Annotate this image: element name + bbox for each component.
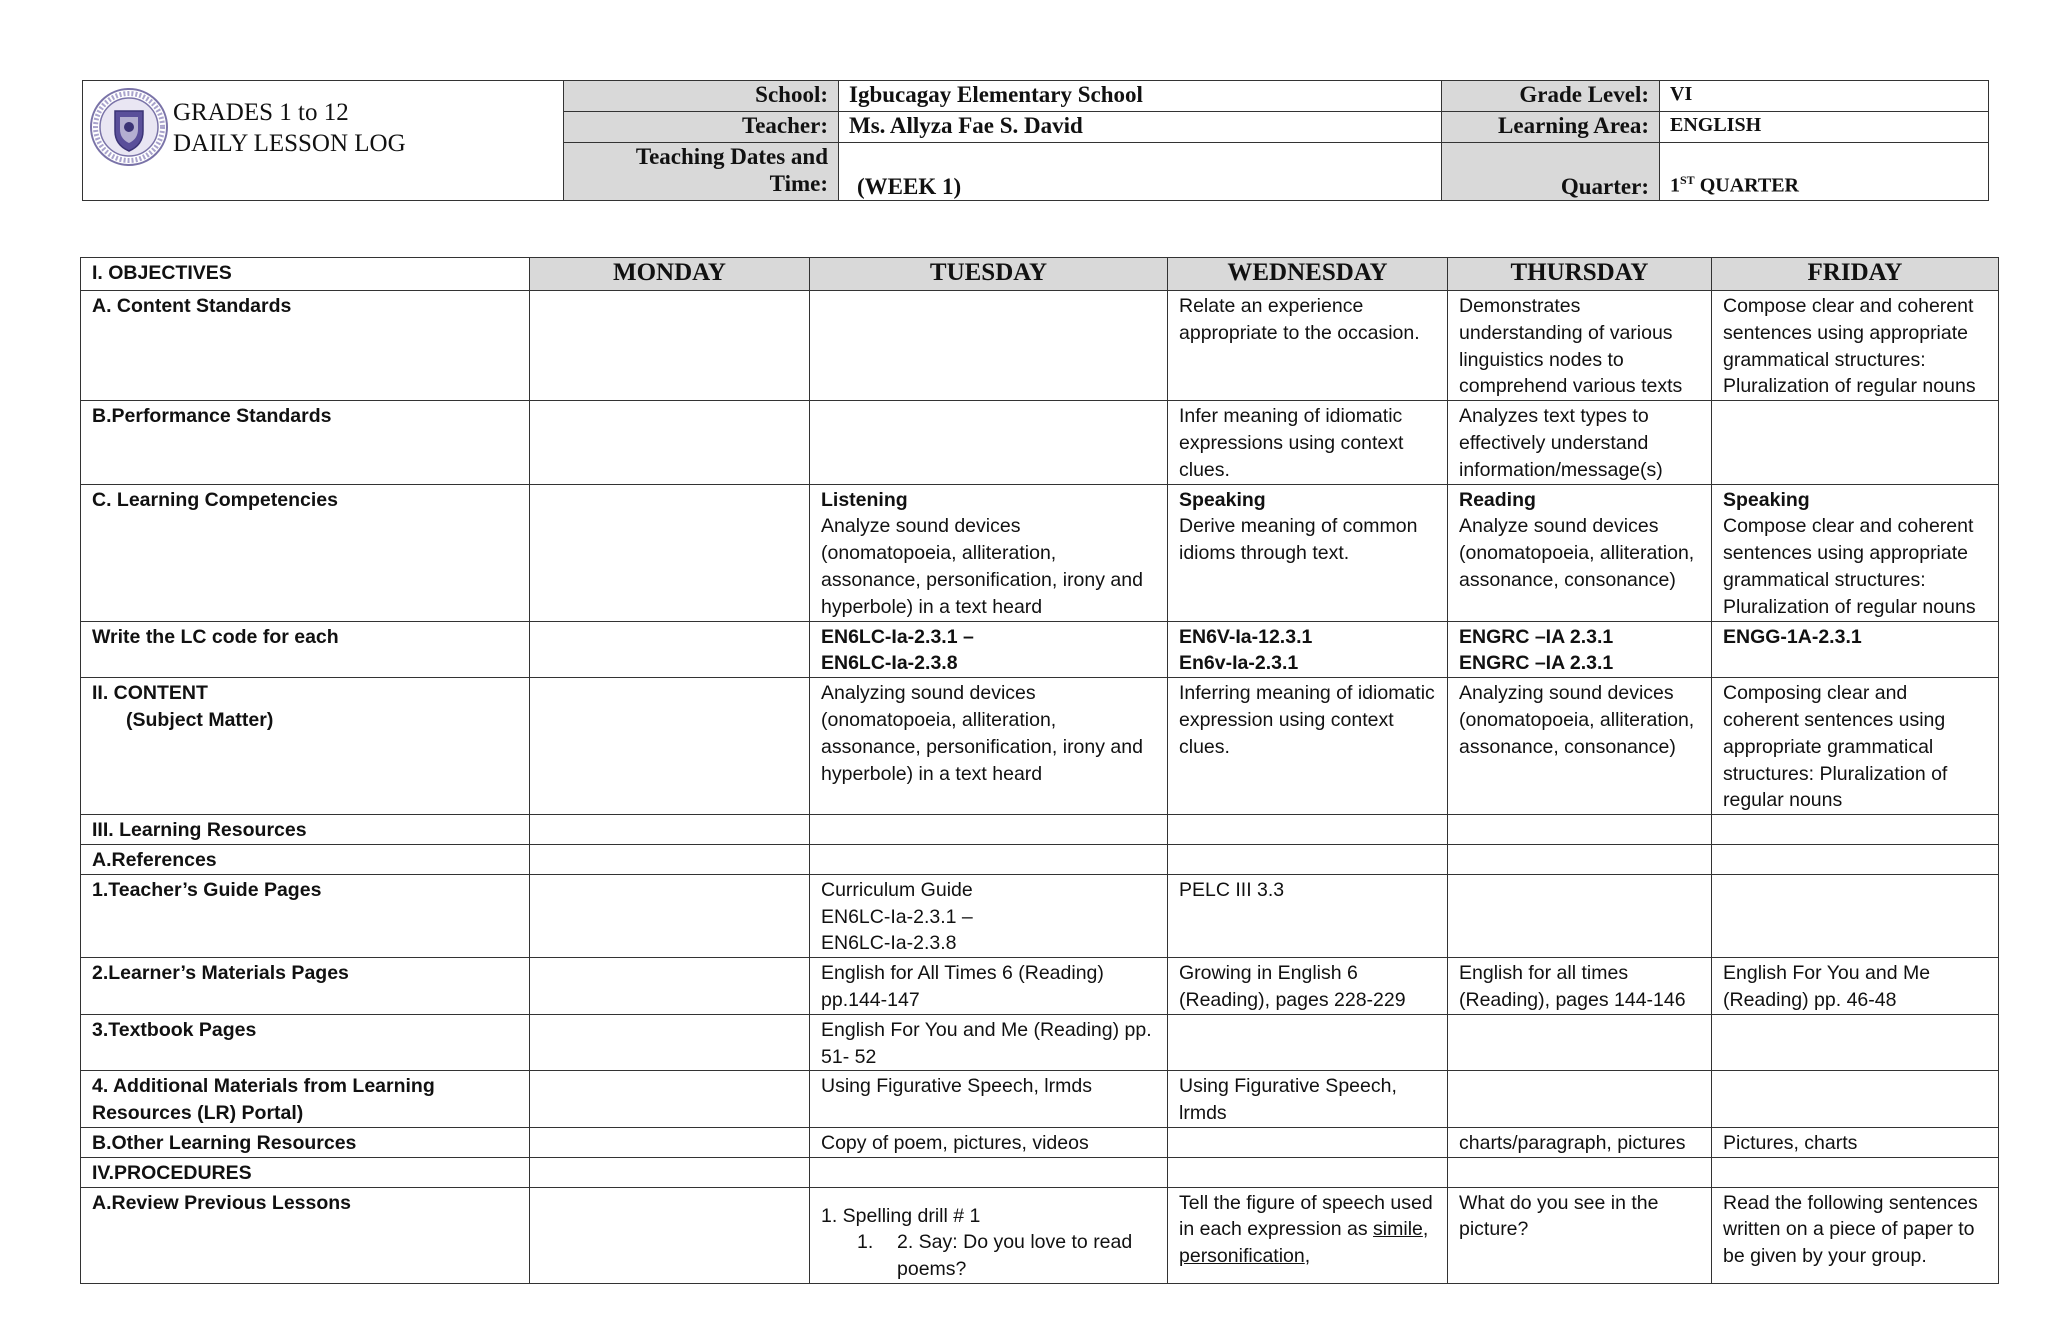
macroskill-heading: Listening <box>821 488 908 511</box>
cell-wednesday: Inferring meaning of idiomatic expression using context clues. <box>1168 678 1448 815</box>
cell-thursday <box>1448 1014 1712 1071</box>
lc-code: ENGRC –IA 2.3.1 <box>1459 625 1614 648</box>
row-label-review: A.Review Previous Lessons <box>81 1187 530 1283</box>
cell-wednesday <box>1168 1187 1448 1283</box>
quarter-label: Quarter: <box>1442 143 1660 201</box>
table-row <box>81 1071 1999 1128</box>
cell-wednesday: Infer meaning of idiomatic expressions using context clues. <box>1168 401 1448 484</box>
cell-thursday <box>1448 621 1712 678</box>
objectives-heading: I. OBJECTIVES <box>81 258 530 291</box>
quarter-word: QUARTER <box>1694 175 1799 197</box>
tg-line: Curriculum Guide <box>821 878 973 901</box>
teaching-dates-label <box>564 143 839 201</box>
table-row <box>81 1014 1999 1071</box>
row-label-performance-standards: B.Performance Standards <box>81 401 530 484</box>
table-row <box>81 401 1999 484</box>
day-header-monday: MONDAY <box>530 258 810 291</box>
cell-wednesday <box>1168 484 1448 621</box>
cell-friday <box>1712 1071 1999 1128</box>
macroskill-heading: Reading <box>1459 488 1536 511</box>
cell-tuesday <box>810 401 1168 484</box>
week-value: (WEEK 1) <box>839 143 1442 201</box>
table-row <box>81 621 1999 678</box>
table-row <box>81 258 1999 291</box>
table-row <box>81 678 1999 815</box>
cell-friday <box>1712 1014 1999 1071</box>
row-label-other-resources: B.Other Learning Resources <box>81 1127 530 1157</box>
dll-title-line1: GRADES 1 to 12 <box>173 99 349 126</box>
table-row <box>81 844 1999 874</box>
table-row <box>81 874 1999 957</box>
learning-area-label: Learning Area: <box>1442 112 1660 143</box>
row-label-learning-competencies: C. Learning Competencies <box>81 484 530 621</box>
lc-code: ENGRC –IA 2.3.1 <box>1459 652 1614 675</box>
cell-thursday <box>1448 1071 1712 1128</box>
cell-tuesday: Analyzing sound devices (onomatopoeia, alliteration, assonance, personification, irony and hyperbole) in a text heard <box>810 678 1168 815</box>
lc-code: En6v-Ia-2.3.1 <box>1179 652 1299 675</box>
row-label-references: A.References <box>81 844 530 874</box>
row-label-lc-code: Write the LC code for each <box>81 621 530 678</box>
header-table <box>82 80 1989 201</box>
table-row <box>81 484 1999 621</box>
cell-friday <box>1712 401 1999 484</box>
cell-thursday: Demonstrates understanding of various linguistics nodes to comprehend various texts <box>1448 291 1712 401</box>
lc-code: EN6V-Ia-12.3.1 <box>1179 625 1313 648</box>
teaching-dates-label-line1: Teaching Dates and <box>635 144 828 169</box>
competency-text: Analyze sound devices (onomatopoeia, alliteration, assonance, personification, irony and hyperbole) in a text heard <box>821 515 1143 618</box>
competency-text: Compose clear and coherent sentences using appropriate grammatical structures: Pluralization of regular nouns <box>1723 515 1976 618</box>
cell-wednesday: Relate an experience appropriate to the occasion. <box>1168 291 1448 401</box>
quarter-suffix: ST <box>1680 173 1695 188</box>
table-row <box>81 291 1999 401</box>
cell-tuesday <box>810 484 1168 621</box>
cell-monday <box>530 621 810 678</box>
day-header-friday: FRIDAY <box>1712 258 1999 291</box>
review-term-personification: personification <box>1179 1245 1305 1268</box>
cell-friday: Compose clear and coherent sentences using appropriate grammatical structures: Pluralization of regular nouns <box>1712 291 1999 401</box>
content-label: II. CONTENT <box>92 682 208 705</box>
lc-code: EN6LC-Ia-2.3.8 <box>821 652 958 675</box>
quarter-value <box>1660 143 1989 201</box>
cell-monday <box>530 678 810 815</box>
cell-tuesday <box>810 621 1168 678</box>
cell-thursday <box>1448 484 1712 621</box>
learning-area-value: ENGLISH <box>1660 112 1989 143</box>
review-text: Tell the figure of speech used in each expression as <box>1179 1191 1433 1241</box>
cell-friday <box>1712 484 1999 621</box>
cell-tuesday <box>810 291 1168 401</box>
cell-thursday: Analyzing sound devices (onomatopoeia, alliteration, assonance, consonance) <box>1448 678 1712 815</box>
lesson-log-table <box>80 257 1999 1284</box>
cell-tuesday <box>810 874 1168 957</box>
row-label-content-standards: A. Content Standards <box>81 291 530 401</box>
table-row <box>81 815 1999 845</box>
row-label-procedures: IV.PROCEDURES <box>81 1157 530 1187</box>
day-header-wednesday: WEDNESDAY <box>1168 258 1448 291</box>
cell-tuesday: Copy of poem, pictures, videos <box>810 1127 1168 1157</box>
cell-thursday: Analyzes text types to effectively understand information/message(s) <box>1448 401 1712 484</box>
table-row <box>81 1187 1999 1283</box>
review-subitem-text: 2. Say: Do you love to read poems? <box>897 1231 1133 1281</box>
lc-code: ENGG-1A-2.3.1 <box>1723 625 1862 648</box>
row-label-learners-materials: 2.Learner’s Materials Pages <box>81 958 530 1015</box>
teacher-value: Ms. Allyza Fae S. David <box>839 112 1442 143</box>
review-subitem <box>821 1229 1156 1283</box>
table-row <box>81 1127 1999 1157</box>
school-value: Igbucagay Elementary School <box>839 81 1442 112</box>
day-header-tuesday: TUESDAY <box>810 258 1168 291</box>
cell-wednesday: Using Figurative Speech, lrmds <box>1168 1071 1448 1128</box>
cell-tuesday: Using Figurative Speech, lrmds <box>810 1071 1168 1128</box>
review-term-simile: simile <box>1373 1218 1423 1241</box>
cell-wednesday: Growing in English 6 (Reading), pages 228-229 <box>1168 958 1448 1015</box>
subject-matter-label: (Subject Matter) <box>126 708 274 731</box>
cell-friday: Pictures, charts <box>1712 1127 1999 1157</box>
teacher-label: Teacher: <box>564 112 839 143</box>
row-label-additional-materials: 4. Additional Materials from Learning Resources (LR) Portal) <box>81 1071 530 1128</box>
cell-friday <box>1712 621 1999 678</box>
dll-title-line2: DAILY LESSON LOG <box>173 130 406 157</box>
lc-code: EN6LC-Ia-2.3.1 – <box>821 625 974 648</box>
tg-line: EN6LC-Ia-2.3.1 – <box>821 905 973 928</box>
cell-monday <box>530 1187 810 1283</box>
review-trailing-comma: , <box>1304 1245 1311 1268</box>
teaching-dates-label-line2: Time: <box>769 171 828 196</box>
macroskill-heading: Speaking <box>1179 488 1266 511</box>
cell-wednesday <box>1168 621 1448 678</box>
list-number: 1. <box>857 1231 874 1254</box>
cell-wednesday <box>1168 1127 1448 1157</box>
deped-seal-icon <box>89 87 169 167</box>
row-label-content <box>81 678 530 815</box>
cell-monday <box>530 1071 810 1128</box>
cell-tuesday: English for All Times 6 (Reading) pp.144-147 <box>810 958 1168 1015</box>
cell-friday <box>1712 874 1999 957</box>
cell-thursday <box>1448 874 1712 957</box>
competency-text: Analyze sound devices (onomatopoeia, alliteration, assonance, consonance) <box>1459 515 1695 591</box>
cell-monday <box>530 874 810 957</box>
cell-monday <box>530 401 810 484</box>
row-label-learning-resources: III. Learning Resources <box>81 815 530 845</box>
review-separator: , <box>1422 1218 1429 1241</box>
cell-friday: English For You and Me (Reading) pp. 46-48 <box>1712 958 1999 1015</box>
row-label-teachers-guide: 1.Teacher’s Guide Pages <box>81 874 530 957</box>
tg-line: EN6LC-Ia-2.3.8 <box>821 932 957 955</box>
day-header-thursday: THURSDAY <box>1448 258 1712 291</box>
row-label-textbook: 3.Textbook Pages <box>81 1014 530 1071</box>
macroskill-heading: Speaking <box>1723 488 1810 511</box>
competency-text: Derive meaning of common idioms through text. <box>1179 515 1418 565</box>
cell-tuesday <box>810 1187 1168 1283</box>
cell-thursday: charts/paragraph, pictures <box>1448 1127 1712 1157</box>
grade-level-value: VI <box>1660 81 1989 112</box>
cell-thursday: English for all times (Reading), pages 144-146 <box>1448 958 1712 1015</box>
review-item: 1. Spelling drill # 1 <box>821 1204 981 1227</box>
cell-friday: Read the following sentences written on a piece of paper to be given by your group. <box>1712 1187 1999 1283</box>
cell-monday <box>530 291 810 401</box>
school-label: School: <box>564 81 839 112</box>
table-row <box>81 958 1999 1015</box>
cell-monday <box>530 1127 810 1157</box>
quarter-number: 1 <box>1670 175 1680 197</box>
cell-monday <box>530 958 810 1015</box>
grade-level-label: Grade Level: <box>1442 81 1660 112</box>
cell-friday: Composing clear and coherent sentences using appropriate grammatical structures: Pluralization of regular nouns <box>1712 678 1999 815</box>
cell-monday <box>530 484 810 621</box>
header-logo-cell <box>83 81 564 201</box>
cell-wednesday <box>1168 1014 1448 1071</box>
cell-monday <box>530 1014 810 1071</box>
cell-wednesday: PELC III 3.3 <box>1168 874 1448 957</box>
table-row <box>81 1157 1999 1187</box>
cell-thursday: What do you see in the picture? <box>1448 1187 1712 1283</box>
cell-tuesday: English For You and Me (Reading) pp. 51- 52 <box>810 1014 1168 1071</box>
